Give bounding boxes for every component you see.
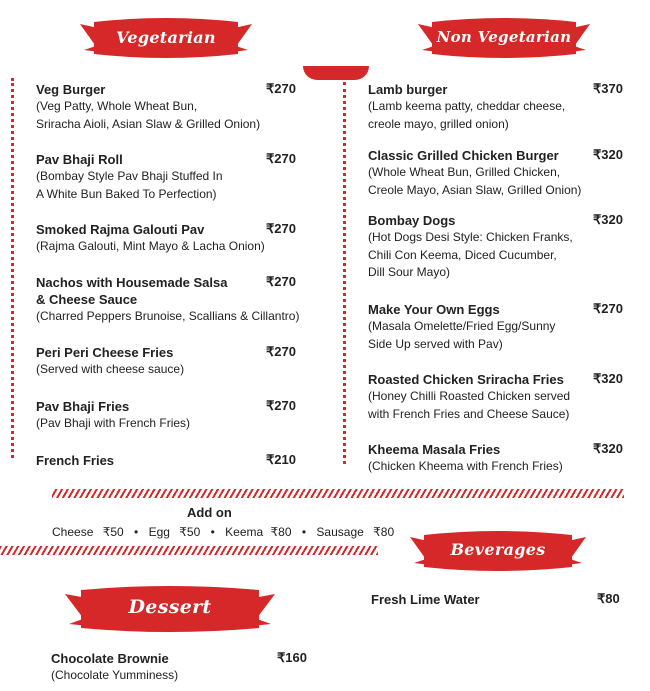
item-name: Smoked Rajma Galouti Pav bbox=[36, 222, 205, 237]
menu-item-pav-bhaji-fries bbox=[36, 398, 336, 433]
item-price: ₹160 bbox=[277, 650, 307, 665]
item-price: ₹270 bbox=[266, 221, 296, 236]
beverages-title: Beverages bbox=[450, 540, 546, 559]
item-price: ₹270 bbox=[266, 398, 296, 413]
addon-price: ₹50 bbox=[102, 525, 124, 539]
menu-item-french-fries bbox=[36, 452, 336, 469]
menu-item-lamb-burger bbox=[368, 81, 628, 133]
addon-name: Cheese bbox=[52, 525, 94, 539]
dessert-banner bbox=[65, 582, 275, 636]
item-name: Kheema Masala Fries bbox=[368, 442, 501, 457]
menu-item-bombay-dogs bbox=[368, 212, 628, 282]
item-price: ₹270 bbox=[266, 344, 296, 359]
item-name-line2: & Cheese Sauce bbox=[36, 292, 138, 307]
item-name: Lamb burger bbox=[368, 82, 448, 97]
item-price: ₹270 bbox=[266, 81, 296, 96]
item-desc: (Charred Peppers Brunoise, Scallians & Cillantro) bbox=[36, 309, 300, 323]
dessert-title: Dessert bbox=[128, 596, 212, 618]
menu-item-kheema-masala-fries bbox=[368, 441, 628, 476]
item-desc: (Served with cheese sauce) bbox=[36, 362, 185, 376]
vegetarian-banner bbox=[80, 16, 252, 62]
beverages-banner bbox=[410, 527, 586, 575]
item-desc: (Whole Wheat Bun, Grilled Chicken, bbox=[368, 165, 561, 179]
center-top-ornament bbox=[303, 66, 369, 80]
item-desc: (Veg Patty, Whole Wheat Bun, bbox=[36, 99, 198, 113]
center-dotted-divider bbox=[343, 82, 346, 464]
addon-name: Keema bbox=[225, 525, 264, 539]
addon-price: ₹50 bbox=[179, 525, 201, 539]
item-desc: Chili Con Keema, Diced Cucumber, bbox=[368, 247, 557, 262]
item-desc: creole mayo, grilled onion) bbox=[368, 116, 509, 131]
item-price: ₹320 bbox=[593, 212, 623, 227]
non-vegetarian-banner bbox=[418, 16, 590, 62]
item-desc: Creole Mayo, Asian Slaw, Grilled Onion) bbox=[368, 182, 582, 197]
item-desc: (Honey Chilli Roasted Chicken served bbox=[368, 389, 571, 403]
addon-title: Add on bbox=[187, 505, 232, 520]
addon-price: ₹80 bbox=[373, 525, 395, 539]
menu-item-roasted-chicken-sriracha-fries bbox=[368, 371, 628, 423]
addon-separator: • bbox=[134, 525, 139, 539]
item-desc: (Bombay Style Pav Bhaji Stuffed In bbox=[36, 169, 223, 183]
menu-item-peri-peri-cheese-fries bbox=[36, 344, 336, 379]
item-price: ₹320 bbox=[593, 147, 623, 162]
item-desc: Dill Sour Mayo) bbox=[368, 265, 451, 279]
item-name: Bombay Dogs bbox=[368, 213, 456, 228]
item-desc: (Chicken Kheema with French Fries) bbox=[368, 459, 563, 473]
menu-item-classic-grilled-chicken-burger bbox=[368, 147, 628, 199]
item-desc: (Rajma Galouti, Mint Mayo & Lacha Onion) bbox=[36, 239, 265, 253]
non-vegetarian-title: Non Vegetarian bbox=[436, 28, 572, 46]
menu-item-veg-burger bbox=[36, 81, 336, 133]
item-name: Veg Burger bbox=[36, 82, 106, 97]
menu-item-smoked-rajma-galouti-pav bbox=[36, 221, 336, 256]
item-price: ₹80 bbox=[597, 591, 620, 606]
item-name: Roasted Chicken Sriracha Fries bbox=[368, 372, 564, 387]
item-name: Pav Bhaji Fries bbox=[36, 399, 130, 414]
addon-list bbox=[52, 525, 394, 539]
item-name: Fresh Lime Water bbox=[371, 592, 480, 607]
menu-item-nachos bbox=[36, 274, 336, 326]
item-name: Chocolate Brownie bbox=[51, 651, 169, 666]
item-name: Nachos with Housemade Salsa bbox=[36, 275, 228, 290]
addon-bottom-stripe bbox=[0, 546, 378, 555]
item-desc: Sriracha Aioli, Asian Slaw & Grilled Onion) bbox=[36, 116, 261, 131]
addon-name: Egg bbox=[148, 525, 170, 539]
menu-item-pav-bhaji-roll bbox=[36, 151, 336, 203]
item-name: Peri Peri Cheese Fries bbox=[36, 345, 174, 360]
item-desc: (Pav Bhaji with French Fries) bbox=[36, 416, 191, 430]
vegetarian-title: Vegetarian bbox=[116, 28, 216, 47]
addon-top-stripe bbox=[52, 489, 624, 498]
item-desc: (Lamb keema patty, cheddar cheese, bbox=[368, 99, 566, 113]
item-name: French Fries bbox=[36, 453, 115, 468]
item-name: Make Your Own Eggs bbox=[368, 302, 500, 317]
item-price: ₹320 bbox=[593, 371, 623, 386]
item-desc: A White Bun Baked To Perfection) bbox=[36, 186, 217, 201]
item-desc: with French Fries and Cheese Sauce) bbox=[368, 406, 570, 421]
item-desc: Side Up served with Pav) bbox=[368, 336, 503, 351]
addon-separator: • bbox=[301, 525, 307, 539]
item-name: Pav Bhaji Roll bbox=[36, 152, 123, 167]
item-desc: (Chocolate Yumminess) bbox=[51, 668, 179, 682]
item-name: Classic Grilled Chicken Burger bbox=[368, 148, 559, 163]
addon-price: ₹80 bbox=[270, 525, 292, 539]
menu-item-chocolate-brownie bbox=[51, 650, 331, 685]
item-desc: (Hot Dogs Desi Style: Chicken Franks, bbox=[368, 230, 573, 244]
addon-name: Sausage bbox=[316, 525, 364, 539]
item-price: ₹210 bbox=[266, 452, 296, 467]
item-desc: (Masala Omelette/Fried Egg/Sunny bbox=[368, 319, 556, 333]
item-price: ₹370 bbox=[593, 81, 623, 96]
menu-item-fresh-lime-water bbox=[371, 591, 631, 608]
item-price: ₹320 bbox=[593, 441, 623, 456]
addon-separator: • bbox=[210, 525, 215, 539]
left-dotted-border bbox=[11, 78, 14, 458]
menu-item-make-your-own-eggs bbox=[368, 301, 628, 353]
item-price: ₹270 bbox=[593, 301, 623, 316]
item-price: ₹270 bbox=[266, 151, 296, 166]
item-price: ₹270 bbox=[266, 274, 296, 289]
